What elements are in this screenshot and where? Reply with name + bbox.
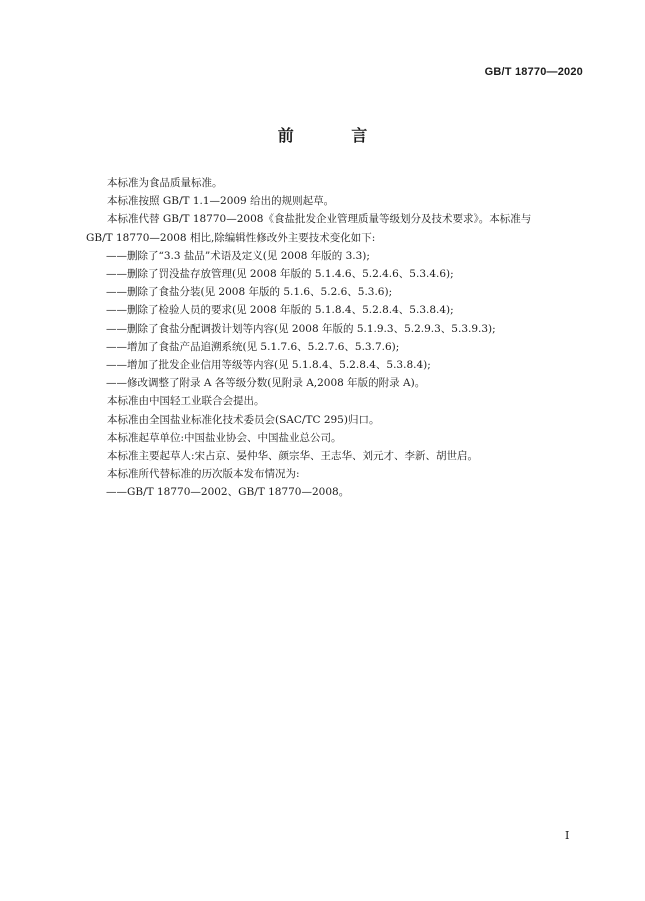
paragraph-quality-standard: 本标准为食品质量标准。 xyxy=(107,177,223,189)
standard-code: GB/T 18770—2020 xyxy=(484,66,583,78)
paragraph-proposed-by: 本标准由中国轻工业联合会提出。 xyxy=(107,395,265,408)
change-item: ——增加了批发企业信用等级等内容(见 5.1.8.4、5.2.8.4、5.3.8.4); xyxy=(106,359,431,372)
change-item: ——修改调整了附录 A 各等级分数(见附录 A,2008 年版的附录 A)。 xyxy=(106,377,426,390)
page-number: I xyxy=(565,829,570,842)
paragraph-drafting-rules: 本标准按照 GB/T 1.1—2009 给出的规则起草。 xyxy=(107,195,335,208)
foreword-body xyxy=(86,174,584,502)
paragraph-drafting-units: 本标准起草单位:中国盐业协会、中国盐业总公司。 xyxy=(107,431,342,444)
change-item: ——删除了检验人员的要求(见 2008 年版的 5.1.8.4、5.2.8.4、5.3.8.4); xyxy=(106,304,454,317)
previous-editions-item: ——GB/T 18770—2002、GB/T 18770—2008。 xyxy=(106,486,350,499)
page-title: 前 言 xyxy=(277,126,394,145)
change-item: ——增加了食盐产品追溯系统(见 5.1.7.6、5.2.7.6、5.3.7.6); xyxy=(106,340,400,353)
change-item: ——删除了罚没盐存放管理(见 2008 年版的 5.1.4.6、5.2.4.6、5.3.4.6); xyxy=(106,268,454,281)
paragraph-drafters: 本标准主要起草人:宋占京、晏仲华、颜宗华、王志华、刘元才、李新、胡世启。 xyxy=(107,450,479,463)
paragraph-replaces-line-1: 本标准代替 GB/T 18770—2008《食盐批发企业管理质量等级划分及技术要求》。本标准与 xyxy=(107,213,532,226)
paragraph-replaces-line-2: GB/T 18770—2008 相比,除编辑性修改外主要技术变化如下: xyxy=(86,231,376,244)
paragraph-under-jurisdiction: 本标准由全国盐业标准化技术委员会(SAC/TC 295)归口。 xyxy=(107,413,380,426)
change-item: ——删除了“3.3 盐品”术语及定义(见 2008 年版的 3.3); xyxy=(106,249,370,262)
change-item: ——删除了食盐分配调拨计划等内容(见 2008 年版的 5.1.9.3、5.2.9.3、5.3.9.3); xyxy=(106,322,496,335)
change-item: ——删除了食盐分装(见 2008 年版的 5.1.6、5.2.6、5.3.6); xyxy=(106,286,393,299)
paragraph-previous-editions: 本标准所代替标准的历次版本发布情况为: xyxy=(107,468,300,481)
